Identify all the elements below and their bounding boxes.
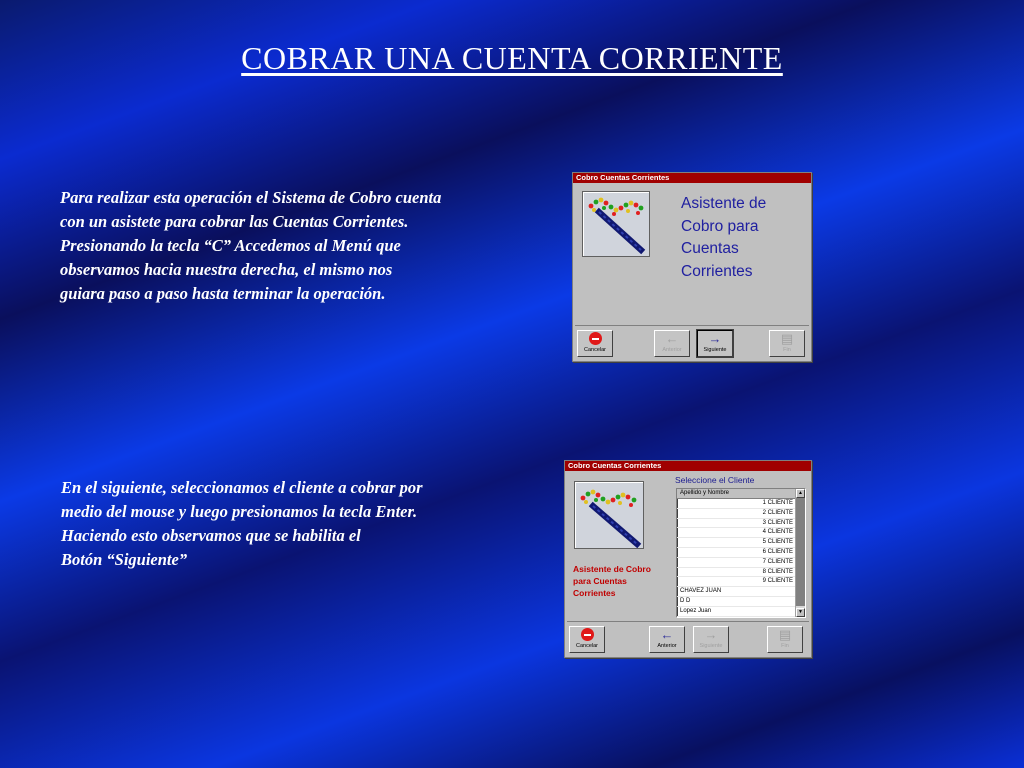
scroll-thumb[interactable]: [796, 498, 805, 606]
slide-title: COBRAR UNA CUENTA CORRIENTE: [241, 40, 783, 76]
magic-wand-icon: [582, 191, 650, 257]
arrow-right-icon: →: [704, 627, 718, 642]
window-title: Cobro Cuentas Corrientes: [565, 461, 811, 471]
client-listbox[interactable]: [676, 488, 806, 618]
list-item[interactable]: 3 CLIENTE: [677, 519, 796, 529]
button-bar: [567, 621, 809, 654]
back-button[interactable]: ← Anterior: [649, 626, 685, 653]
intro-paragraph: [60, 186, 441, 306]
paragraph-line: Botón “Siguiente”: [61, 550, 188, 569]
client-select-dialog: [564, 460, 812, 658]
magic-wand-icon: [574, 481, 644, 549]
cancel-icon: [570, 627, 604, 642]
select-client-label: Seleccione el Cliente: [675, 475, 755, 485]
cancel-button[interactable]: Cancelar: [569, 626, 605, 653]
paragraph-line: guiara paso a paso hasta terminar la operación.: [60, 284, 386, 303]
list-item[interactable]: 4 CLIENTE: [677, 528, 796, 538]
wizard-heading: [573, 563, 651, 599]
paragraph-line: En el siguiente, seleccionamos el cliente a cobrar por: [61, 478, 423, 497]
wizard-heading: [681, 193, 766, 283]
next-button[interactable]: → Siguiente: [693, 626, 729, 653]
paragraph-line: Presionando la tecla “C” Accedemos al Menú que: [60, 236, 401, 255]
list-header[interactable]: Apellido y Nombre: [677, 489, 796, 499]
paragraph-line: Para realizar esta operación el Sistema de Cobro cuenta: [60, 188, 442, 207]
finish-button[interactable]: ▤ Fin: [767, 626, 803, 653]
arrow-left-icon: ←: [660, 627, 674, 642]
heading-line: para Cuentas: [573, 576, 627, 586]
list-item[interactable]: 2 CLIENTE: [677, 509, 796, 519]
next-button[interactable]: → Siguiente: [697, 330, 733, 357]
vertical-scrollbar[interactable]: [795, 489, 805, 617]
wizard-intro-dialog: [572, 172, 812, 362]
finish-button[interactable]: ▤ Fin: [769, 330, 805, 357]
list-item[interactable]: 5 CLIENTE: [677, 538, 796, 548]
arrow-left-icon: ←: [665, 331, 679, 346]
button-bar: [575, 325, 809, 358]
heading-line: Cuentas: [681, 240, 739, 257]
window-title: Cobro Cuentas Corrientes: [573, 173, 811, 183]
paragraph-line: Haciendo esto observamos que se habilita el: [61, 526, 361, 545]
list-item[interactable]: 6 CLIENTE: [677, 548, 796, 558]
back-button[interactable]: ← Anterior: [654, 330, 690, 357]
scroll-down-icon[interactable]: ▼: [796, 608, 805, 617]
paragraph-line: medio del mouse y luego presionamos la tecla Enter.: [61, 502, 418, 521]
cancel-button[interactable]: Cancelar: [577, 330, 613, 357]
client-rows: [677, 499, 796, 617]
heading-line: Corrientes: [681, 262, 753, 280]
heading-line: Asistente de: [681, 195, 767, 212]
list-item[interactable]: Lopez Juan: [677, 607, 796, 617]
heading-line: Asistente de Cobro: [573, 564, 651, 574]
heading-line: Corrientes: [573, 588, 616, 598]
scroll-up-icon[interactable]: ▲: [796, 489, 805, 498]
heading-line: Cobro para: [681, 217, 759, 235]
finish-icon: ▤: [778, 627, 792, 642]
cancel-icon: [578, 331, 612, 346]
list-item[interactable]: D D: [677, 597, 796, 607]
list-item[interactable]: CHAVEZ JUAN: [677, 587, 796, 597]
paragraph-line: con un asistete para cobrar las Cuentas Corrientes.: [60, 212, 409, 231]
finish-icon: ▤: [780, 331, 794, 346]
list-item[interactable]: 7 CLIENTE: [677, 558, 796, 568]
paragraph-line: observamos hacia nuestra derecha, el mismo nos: [60, 260, 393, 279]
list-item[interactable]: 9 CLIENTE: [677, 577, 796, 587]
list-item[interactable]: 8 CLIENTE: [677, 568, 796, 578]
second-paragraph: [61, 476, 423, 572]
list-item[interactable]: 1 CLIENTE: [677, 499, 796, 509]
arrow-right-icon: →: [708, 331, 722, 346]
